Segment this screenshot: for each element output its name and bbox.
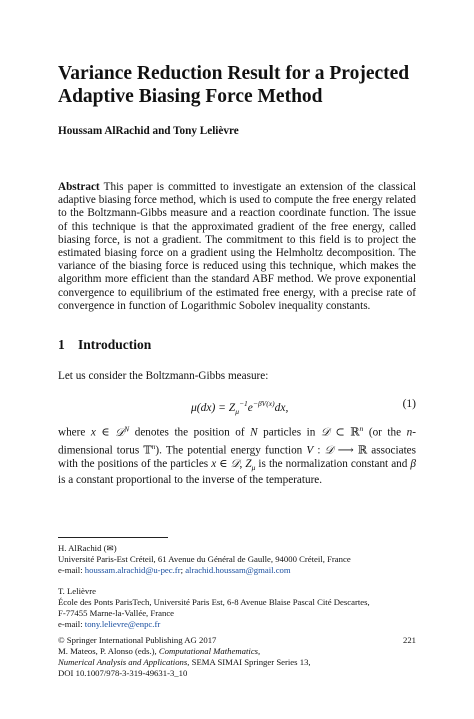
footnote-name: H. AlRachid (✉) [58,543,117,553]
math-inline: 𝒟$^N$ [115,424,130,439]
math-inline: V [306,444,314,457]
footnote-email-line [58,565,438,576]
text-run: is a constant proportional to the inverse of the temperature. [58,474,323,487]
text-run: (or the [363,426,407,439]
section-heading [58,337,151,353]
footnote-affiliation: F-77455 Marne-la-Vallée, France [58,608,175,618]
email-link-1[interactable]: houssam.alrachid@u-pec.fr [84,565,181,575]
math-inline: x [211,457,217,470]
citation-text: M. Mateos, P. Alonso (eds.), [58,646,159,656]
email-label: e-mail: [58,565,85,575]
text-run: -dimensional torus [58,426,416,457]
citation-line [58,657,418,668]
equation-number: (1) [402,398,416,410]
section-title: Introduction [78,337,152,352]
intro-paragraph: Let us consider the Boltzmann-Gibbs measure: [58,370,269,382]
math-inline: β [410,457,416,470]
footnote-author-2 [58,586,438,630]
author-list: Houssam AlRachid and Tony Lelièvre [58,125,239,137]
math-inline: 𝒟 [320,426,330,439]
page-number: 221 [402,635,416,645]
text-run: is the normalization constant and [255,457,411,470]
citation-book-title: Computational Mathematics, [158,646,261,656]
text-run: denotes the position of [129,426,251,439]
paper-title [58,62,438,108]
text-run: associates with the positions of the particles [58,444,416,470]
citation-line [58,646,418,657]
math-inline: N [250,426,258,439]
math-inline: x [90,426,96,439]
title-line-2: Adaptive Biasing Force Method [58,86,323,107]
math-inline: $Z_\mu$ [245,457,256,473]
email-separator: ; [180,565,186,575]
copyright-block [58,635,418,679]
abstract-label: Abstract [58,181,100,193]
equation-formula: $\mu(dx) = Z_\mu^{-1}e^{-\beta V(x)}dx$, [191,399,289,417]
email-label: e-mail: [58,619,85,629]
email-link[interactable]: tony.lelievre@enpc.fr [84,619,161,629]
doi-line: DOI 10.1007/978-3-319-49631-3_10 [58,668,188,678]
text-run: where [58,426,91,439]
text-run: ). The potential energy function [155,444,307,457]
footnote-author-1 [58,543,438,576]
body-paragraph: where x ∈ 𝒟$^N$ denotes the position of N particles in 𝒟 ⊂ ℝ$^n$ (or the n-dimensional torus 𝕋$^n$). The potential energy function V : 𝒟 ⟶ ℝ associates with the positions of the particles x ∈ 𝒟, $Z_\mu$ is the normalization constant and β is a constant proportional to the inverse of the temperature. [58,424,416,487]
footnote-email-line [58,619,438,630]
title-line-1: Variance Reduction Result for a Projected [58,63,410,84]
footnote-affiliation: Université Paris-Est Créteil, 61 Avenue du Général de Gaulle, 94000 Créteil, France [58,554,351,564]
copyright-line: © Springer International Publishing AG 2017 [58,635,217,645]
footnote-rule [58,537,168,538]
abstract [58,181,416,313]
section-number: 1 [58,337,65,352]
citation-book-title: Numerical Analysis and Applications [58,657,188,667]
footnote-name: T. Lelièvre [58,586,96,596]
math-inline: n [406,426,413,439]
footnote-affiliation: École des Ponts ParisTech, Université Paris Est, 6-8 Avenue Blaise Pascal Cité Descartes, [58,597,370,607]
text-run: particles in [257,426,321,439]
abstract-text: This paper is committed to investigate an extension of the classical adaptive biasing force method, which is used to compute the free energy related to the Boltzmann-Gibbs measure and a reaction coordinate function. The issue of this technique is that the approximated gradient of the free energy, called biasing force, is not a gradient. The commitment to this field is to project the estimated biasing force on a gradient using the Helmholtz decomposition. The variance of the biasing force is reduced using this technique, which makes the algorithm more efficient than the standard ABF method. We prove exponential convergence to equilibrium of the estimated free energy, with a precise rate of convergence in function of Logarithmic Sobolev inequality constants. [58,181,416,312]
equation-1 [58,396,416,417]
email-link-2[interactable]: alrachid.houssam@gmail.com [185,565,291,575]
citation-text: , SEMA SIMAI Springer Series 13, [187,657,311,667]
